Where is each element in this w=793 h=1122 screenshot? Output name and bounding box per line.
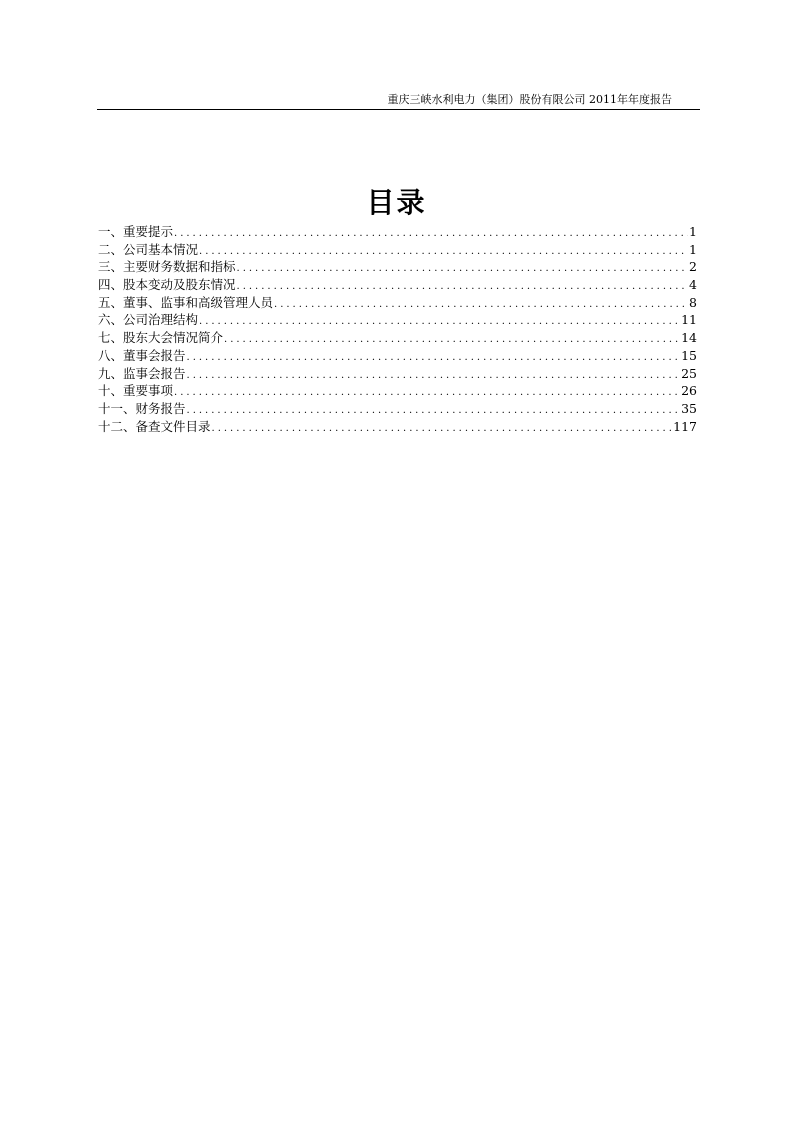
toc-entry-financial-data[interactable]	[98, 258, 697, 276]
toc-entry-label: 三、主要财务数据和指标	[98, 259, 236, 275]
toc-dot-leader	[174, 384, 680, 402]
toc-entry-label: 六、公司治理结构	[98, 312, 199, 328]
toc-entry-label: 二、公司基本情况	[98, 241, 199, 257]
toc-entry-page: 25	[681, 365, 697, 381]
toc-entry-company-profile[interactable]	[98, 241, 697, 259]
toc-dot-leader	[187, 367, 681, 385]
toc-dot-leader	[187, 402, 681, 420]
toc-entry-page: 1	[689, 241, 697, 257]
toc-entry-page: 35	[681, 400, 697, 416]
toc-entry-significant-matters[interactable]	[98, 382, 697, 400]
toc-entry-label: 四、股本变动及股东情况	[98, 277, 236, 293]
toc-entry-page: 14	[681, 330, 697, 346]
toc-entry-page: 4	[689, 277, 697, 293]
toc-entry-label: 十一、财务报告	[98, 400, 186, 416]
toc-entry-share-changes[interactable]	[98, 276, 697, 294]
toc-entry-page: 2	[689, 259, 697, 275]
toc-entry-financial-report[interactable]	[98, 400, 697, 418]
toc-entry-supervisory-report[interactable]	[98, 365, 697, 383]
toc-title: 目录	[366, 186, 427, 219]
toc-dot-leader	[237, 260, 689, 278]
toc-entry-label: 十二、备查文件目录	[98, 418, 211, 434]
toc-entry-label: 八、董事会报告	[98, 347, 186, 363]
toc-dot-leader	[224, 331, 680, 349]
toc-entry-reference-documents[interactable]	[98, 418, 697, 436]
toc-dot-leader	[274, 296, 688, 314]
toc-entry-page: 15	[681, 347, 697, 363]
toc-dot-leader	[187, 349, 681, 367]
toc-dot-leader	[237, 278, 689, 296]
toc-entry-label: 一、重要提示	[98, 224, 174, 239]
header-text: 重庆三峡水利电力（集团）股份有限公司 2011年年度报告	[387, 93, 672, 106]
toc-entry-label: 九、监事会报告	[98, 365, 186, 381]
toc-entry-directors-supervisors[interactable]	[98, 294, 697, 312]
toc-entry-label: 十、重要事项	[98, 383, 174, 399]
toc-dot-leader	[212, 420, 673, 438]
toc-entry-page: 26	[681, 383, 697, 399]
toc-entry-page: 8	[689, 294, 697, 310]
toc-list	[98, 223, 697, 435]
page-header	[97, 93, 700, 110]
toc-entry-shareholders-meeting[interactable]	[98, 329, 697, 347]
toc-entry-page: 11	[681, 312, 697, 328]
toc-entry-governance[interactable]	[98, 311, 697, 329]
toc-dot-leader	[199, 243, 688, 261]
toc-entry-important-notice[interactable]	[98, 223, 697, 241]
toc-entry-label: 七、股东大会情况简介	[98, 330, 224, 346]
toc-entry-label: 五、董事、监事和高级管理人员	[98, 294, 274, 310]
toc-dot-leader	[174, 225, 688, 243]
toc-dot-leader	[199, 313, 680, 331]
toc-entry-board-report[interactable]	[98, 347, 697, 365]
toc-entry-page: 117	[673, 418, 697, 434]
toc-entry-page: 1	[689, 224, 697, 239]
